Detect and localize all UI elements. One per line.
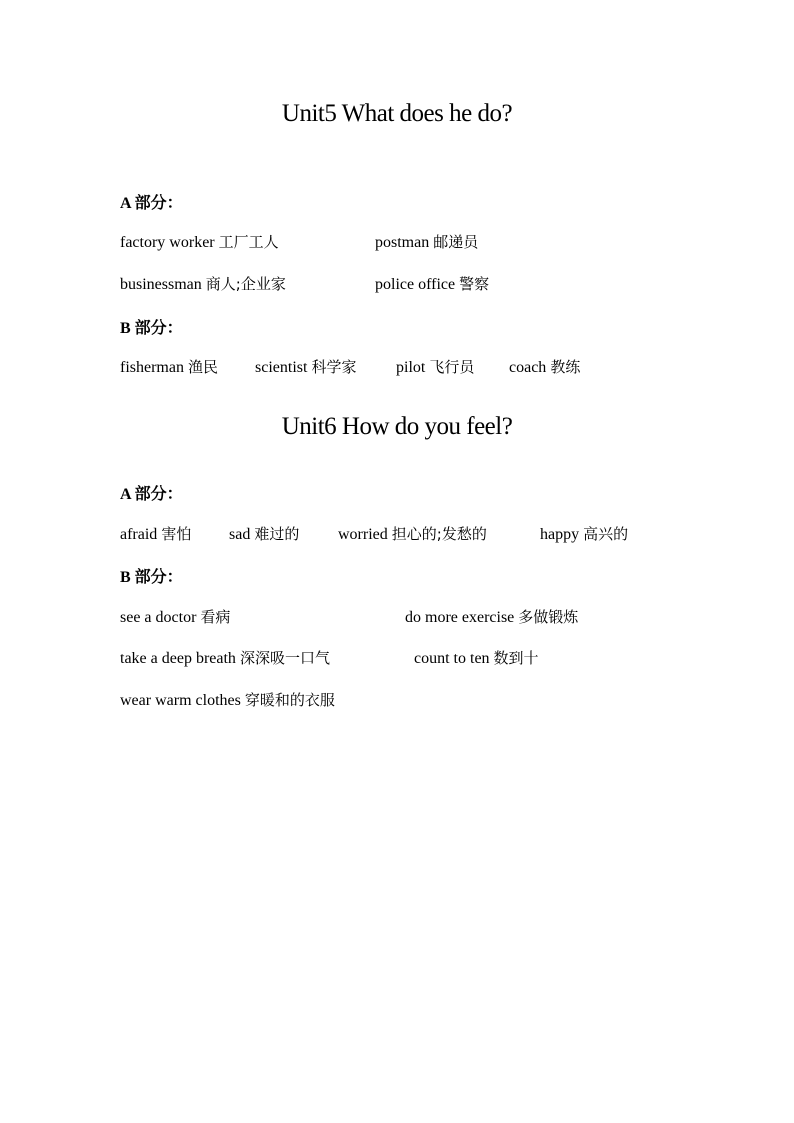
unit6-title: Unit6 How do you feel? xyxy=(281,413,513,440)
vocab-item xyxy=(396,356,474,377)
vocab-item xyxy=(375,231,478,252)
vocab-en: fisherman xyxy=(120,359,184,376)
vocab-zh: 渔民 xyxy=(187,358,218,376)
vocab-en: worried xyxy=(338,526,388,543)
vocab-en: scientist xyxy=(255,359,308,376)
unit6-section-b-label: B 部分： xyxy=(120,569,183,586)
vocab-en: police office xyxy=(375,276,456,293)
vocab-zh: 难过的 xyxy=(254,525,300,543)
vocab-en: factory worker xyxy=(120,234,215,251)
vocab-item xyxy=(120,273,286,294)
vocab-zh: 飞行员 xyxy=(429,358,475,376)
vocab-en: afraid xyxy=(120,526,158,543)
vocab-en: wear warm clothes xyxy=(120,692,241,709)
unit6-section-a-label: A 部分： xyxy=(120,486,183,503)
vocab-en: happy xyxy=(540,526,580,543)
unit5-section-a-label: A 部分： xyxy=(120,195,183,212)
vocab-item xyxy=(509,356,580,377)
vocab-zh: 深深吸一口气 xyxy=(239,649,330,667)
vocab-item xyxy=(229,523,299,544)
vocab-zh: 多做锻炼 xyxy=(518,608,579,626)
vocab-item xyxy=(120,523,191,544)
vocab-item xyxy=(540,523,628,544)
vocab-item xyxy=(375,273,489,294)
vocab-en: sad xyxy=(229,526,251,543)
vocab-zh: 教练 xyxy=(550,358,581,376)
vocab-en: pilot xyxy=(396,359,426,376)
vocab-item xyxy=(255,356,356,377)
vocab-zh: 数到十 xyxy=(493,649,539,667)
vocab-zh: 看病 xyxy=(200,608,231,626)
vocab-item xyxy=(120,647,330,668)
vocab-zh: 科学家 xyxy=(311,358,357,376)
vocab-zh: 警察 xyxy=(459,275,490,293)
vocab-item xyxy=(338,523,487,544)
vocab-item xyxy=(405,606,578,627)
vocab-en: coach xyxy=(509,359,547,376)
vocab-item xyxy=(120,606,230,627)
unit5-section-b-label: B 部分： xyxy=(120,320,183,337)
vocab-item xyxy=(120,689,335,710)
vocab-item xyxy=(120,356,218,377)
vocab-zh: 穿暖和的衣服 xyxy=(244,691,335,709)
vocab-zh: 高兴的 xyxy=(583,525,629,543)
vocab-en: take a deep breath xyxy=(120,650,236,667)
vocab-zh: 害怕 xyxy=(161,525,192,543)
vocab-zh: 担心的;发愁的 xyxy=(391,525,487,543)
vocab-en: see a doctor xyxy=(120,609,197,626)
unit5-title: Unit5 What does he do? xyxy=(281,100,513,127)
vocab-item xyxy=(120,231,279,252)
vocab-zh: 邮递员 xyxy=(433,233,479,251)
vocab-zh: 商人;企业家 xyxy=(205,275,286,293)
vocab-item xyxy=(414,647,539,668)
vocab-en: do more exercise xyxy=(405,609,515,626)
vocab-en: businessman xyxy=(120,276,202,293)
vocab-en: postman xyxy=(375,234,430,251)
vocab-en: count to ten xyxy=(414,650,490,667)
vocab-zh: 工厂工人 xyxy=(218,233,279,251)
